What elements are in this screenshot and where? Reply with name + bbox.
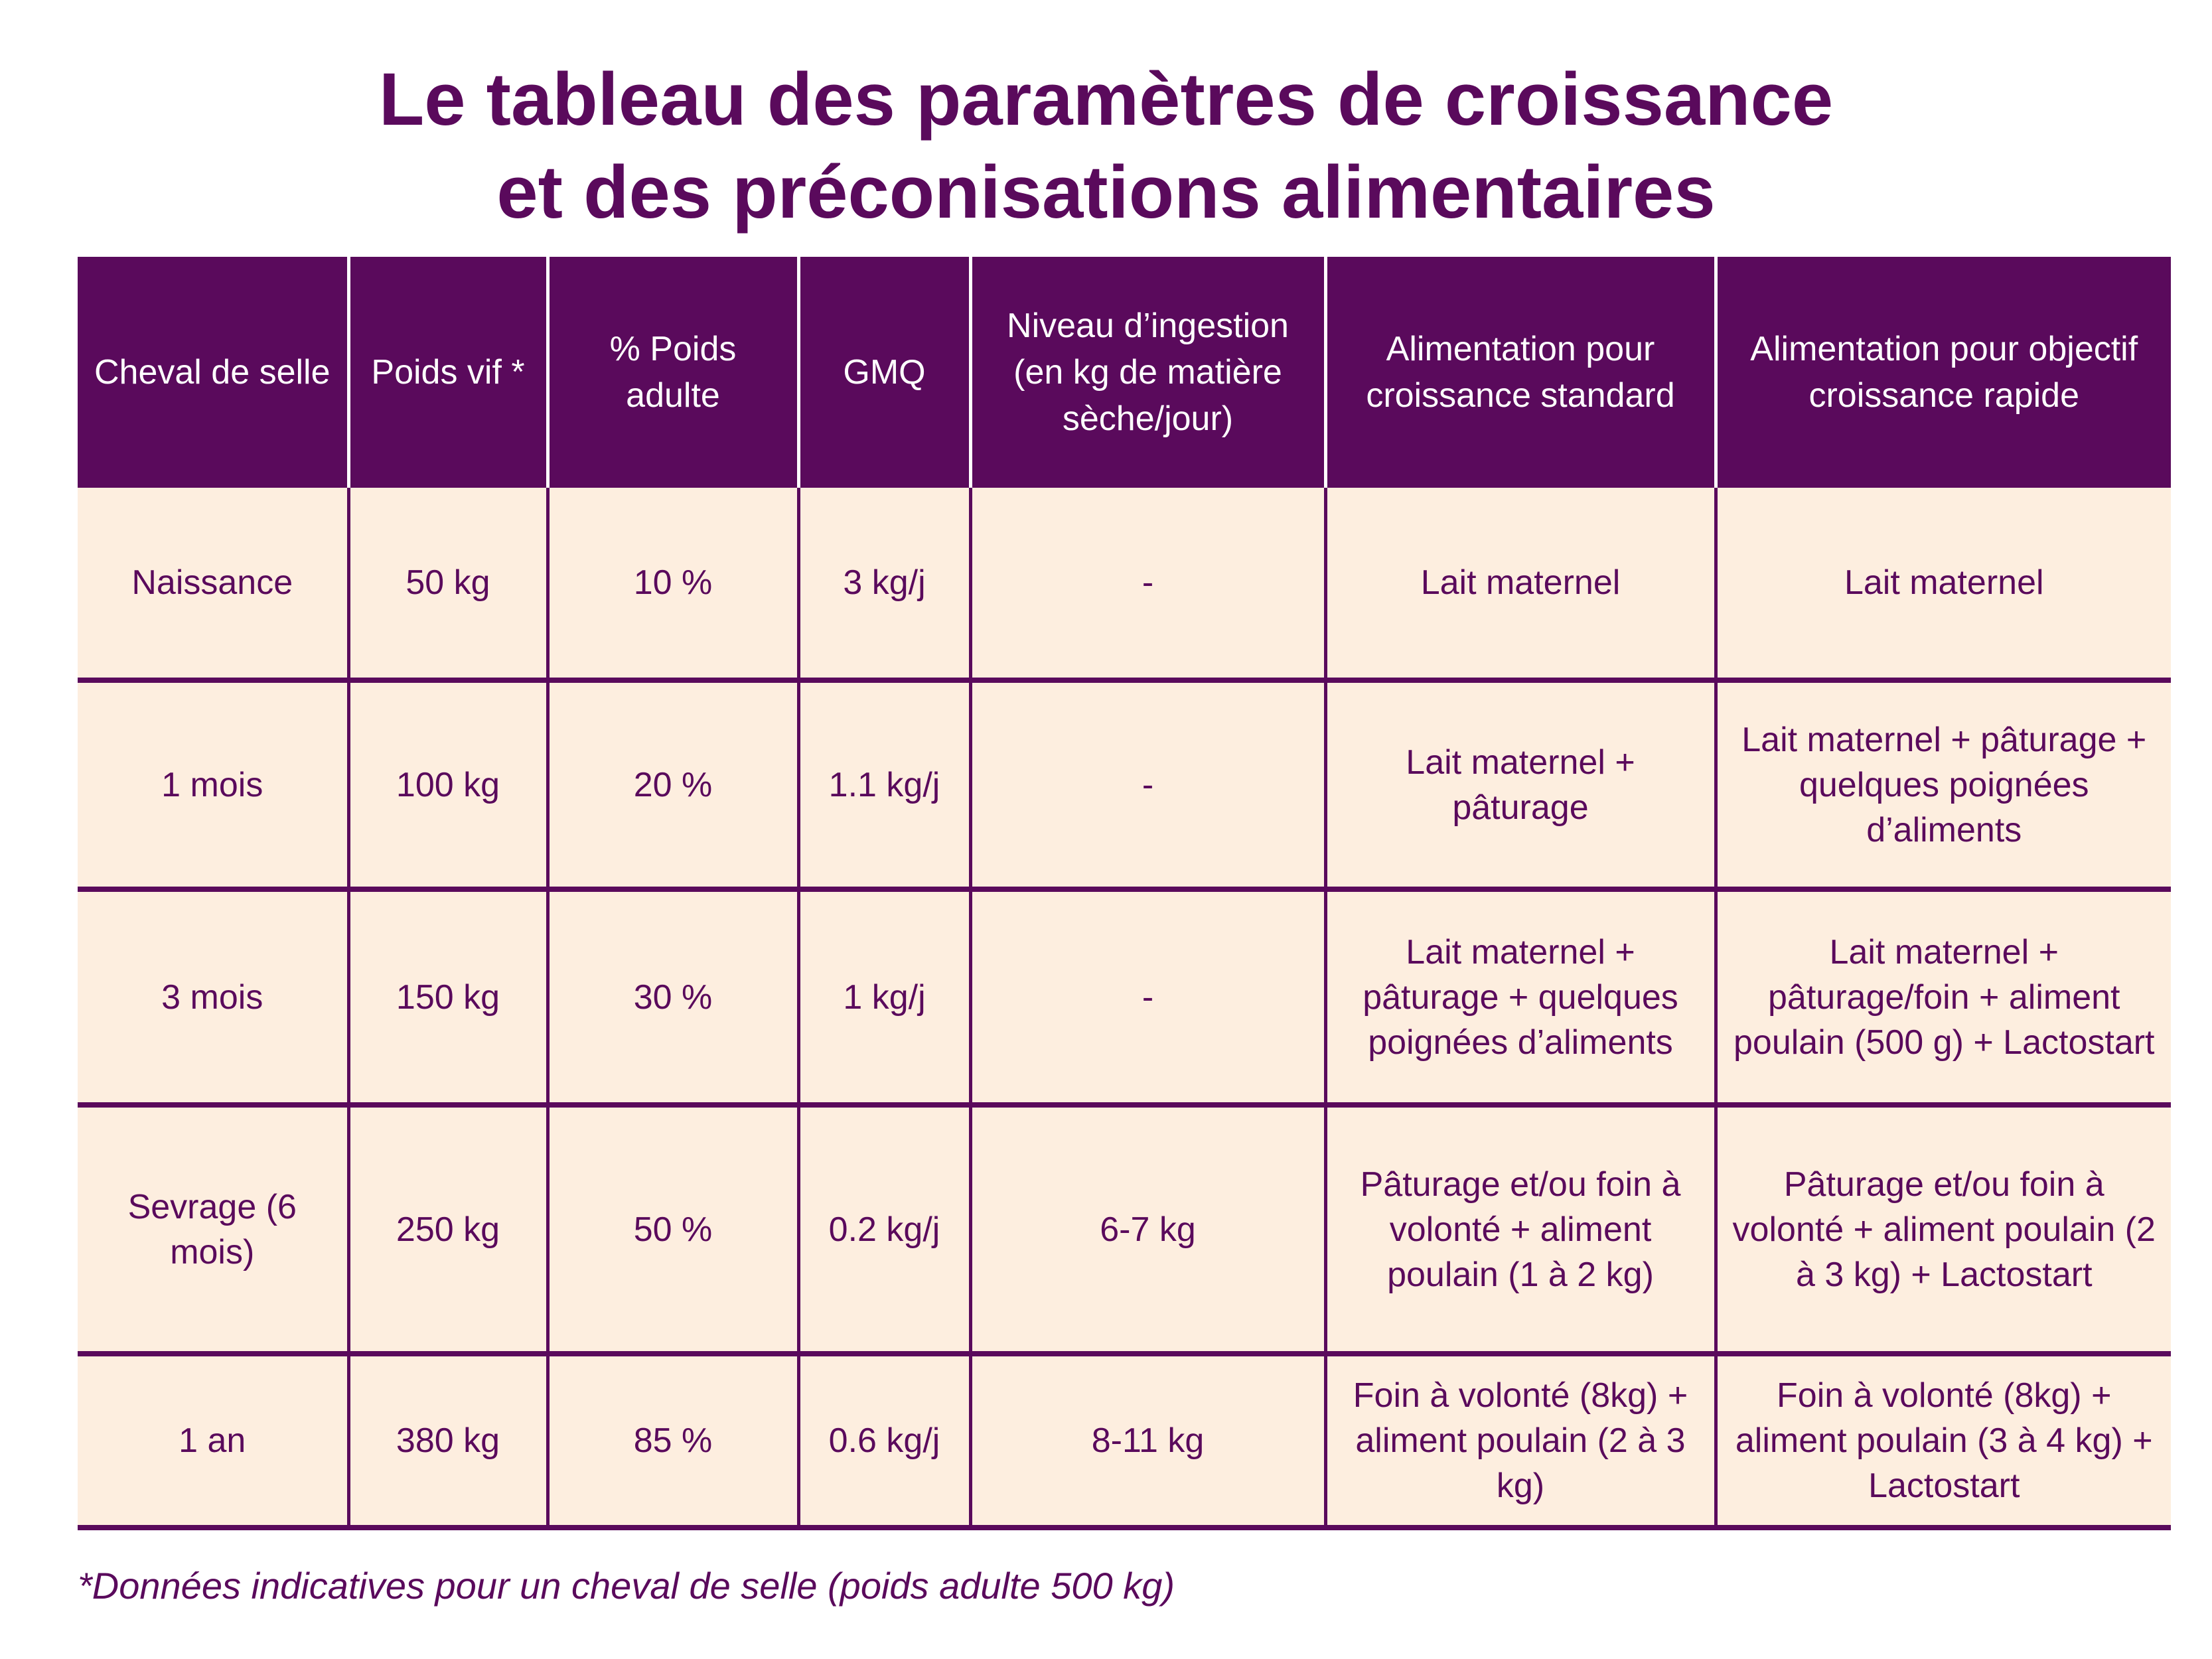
cell-pourcent-poids: 20 % [548,680,798,889]
header-gmq: GMQ [798,257,970,488]
cell-pourcent-poids: 85 % [548,1354,798,1528]
cell-age: 1 an [78,1354,348,1528]
cell-ingestion: 6-7 kg [970,1105,1325,1354]
table-row [78,1105,2171,1354]
header-pourcent-poids-adulte: % Poids adulte [548,257,798,488]
header-poids-vif: Poids vif * [348,257,548,488]
cell-pourcent-poids: 50 % [548,1105,798,1354]
title-line-1: Le tableau des paramètres de croissance [378,58,1834,141]
table-row [78,889,2171,1105]
cell-alimentation-standard: Lait maternel [1325,488,1716,680]
footnote: *Données indicatives pour un cheval de selle (poids adulte 500 kg) [78,1565,1175,1607]
title-line-2: et des préconisations alimentaires [496,151,1716,234]
cell-age: Sevrage (6 mois) [78,1105,348,1354]
cell-poids-vif: 380 kg [348,1354,548,1528]
cell-age: 1 mois [78,680,348,889]
cell-gmq: 3 kg/j [798,488,970,680]
cell-poids-vif: 150 kg [348,889,548,1105]
cell-ingestion: - [970,680,1325,889]
cell-alimentation-rapide: Lait maternel [1716,488,2171,680]
cell-poids-vif: 100 kg [348,680,548,889]
table-row [78,680,2171,889]
cell-alimentation-standard: Lait maternel + pâturage + quelques poignées d’aliments [1325,889,1716,1105]
cell-gmq: 1 kg/j [798,889,970,1105]
cell-alimentation-rapide: Foin à volonté (8kg) + aliment poulain (3 à 4 kg) + Lactostart [1716,1354,2171,1528]
cell-age: Naissance [78,488,348,680]
cell-ingestion: 8-11 kg [970,1354,1325,1528]
cell-poids-vif: 250 kg [348,1105,548,1354]
cell-ingestion: - [970,488,1325,680]
header-alimentation-standard: Alimentation pour croissance standard [1325,257,1716,488]
cell-alimentation-standard: Lait maternel + pâturage [1325,680,1716,889]
cell-gmq: 0.2 kg/j [798,1105,970,1354]
cell-alimentation-rapide: Pâturage et/ou foin à volonté + aliment poulain (2 à 3 kg) + Lactostart [1716,1105,2171,1354]
growth-parameters-table [78,257,2171,1530]
cell-pourcent-poids: 30 % [548,889,798,1105]
cell-pourcent-poids: 10 % [548,488,798,680]
table-row [78,488,2171,680]
table-header-row [78,257,2171,488]
cell-alimentation-rapide: Lait maternel + pâturage/foin + aliment poulain (500 g) + Lactostart [1716,889,2171,1105]
cell-gmq: 1.1 kg/j [798,680,970,889]
table-row [78,1354,2171,1528]
cell-alimentation-standard: Pâturage et/ou foin à volonté + aliment poulain (1 à 2 kg) [1325,1105,1716,1354]
page-title [0,53,2212,239]
header-cheval-de-selle: Cheval de selle [78,257,348,488]
header-niveau-ingestion: Niveau d’ingestion (en kg de matière sèche/jour) [970,257,1325,488]
cell-age: 3 mois [78,889,348,1105]
cell-alimentation-rapide: Lait maternel + pâturage + quelques poignées d’aliments [1716,680,2171,889]
cell-alimentation-standard: Foin à volonté (8kg) + aliment poulain (2 à 3 kg) [1325,1354,1716,1528]
cell-ingestion: - [970,889,1325,1105]
cell-gmq: 0.6 kg/j [798,1354,970,1528]
header-alimentation-rapide: Alimentation pour objectif croissance rapide [1716,257,2171,488]
cell-poids-vif: 50 kg [348,488,548,680]
